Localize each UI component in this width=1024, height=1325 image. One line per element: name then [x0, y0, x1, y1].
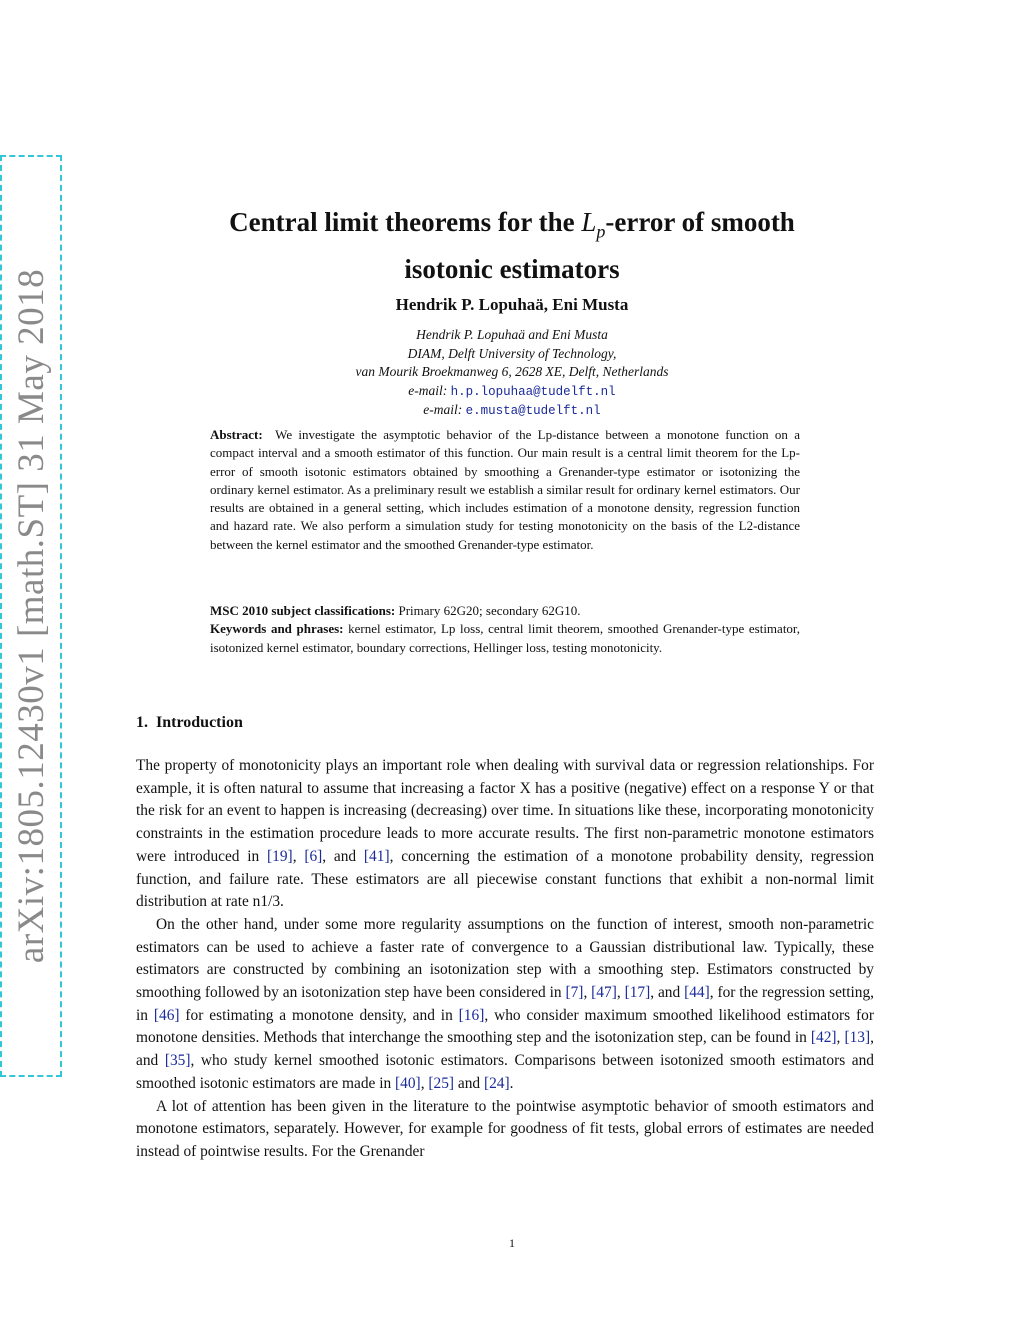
affil-names: Hendrik P. Lopuhaä and Eni Musta [416, 327, 608, 342]
citation-link[interactable]: [13] [844, 1029, 871, 1047]
email-label-2: e-mail: [423, 402, 463, 417]
classifications [210, 602, 800, 657]
citation-link[interactable]: [47] [591, 984, 617, 1002]
citation-link[interactable]: [19] [267, 847, 293, 865]
page-number: 1 [509, 1236, 515, 1250]
arxiv-stamp [0, 155, 62, 1077]
msc-line [210, 602, 800, 620]
affil-dept: DIAM, Delft University of Technology, [407, 345, 617, 361]
authors: Hendrik P. Lopuhaä, Eni Musta [395, 295, 629, 314]
keywords-label: Keywords and phrases: [210, 621, 344, 637]
title-line-2: isotonic estimators [404, 254, 620, 285]
paper-title [0, 203, 1024, 288]
email-label-1: e-mail: [408, 382, 448, 398]
title-line-1 [0, 203, 1024, 250]
section-heading [136, 714, 243, 732]
title-text-b: -error of smooth [605, 207, 795, 237]
citation-link[interactable]: [35] [164, 1052, 191, 1070]
citation-link[interactable]: [6] [304, 847, 323, 865]
arxiv-stamp-text: arXiv:1805.12430v1 [math.ST] 31 May 2018 [10, 268, 52, 964]
abstract-label: Abstract: [210, 427, 263, 442]
citation-link[interactable]: [44] [684, 984, 710, 1002]
citation-link[interactable]: [24] [483, 1074, 510, 1092]
keywords-line [210, 620, 800, 657]
paragraph-1: The property of monotonicity plays an important role when dealing with survival data or regression relationships. For example, it is often natural to assume that increasing a factor X has a positive (negative) effect on a response Y or that the risk for an event to happen is increasing (decreasing) over time. In situations like these, incorporating monotonicity constraints in the estimation procedure leads to more accurate results. The first non-parametric monotone estimators were introduced in [19], [6], and [41], concerning the estimation of a monotone probability density, regression function, and failure rate. These estimators are all piecewise constant functions that exhibit a non-normal limit distribution at rate n1/3. [136, 757, 875, 911]
affil-address: van Mourik Broekmanweg 6, 2628 XE, Delft, Netherlands [355, 364, 669, 379]
abstract [210, 426, 800, 554]
citation-link[interactable]: [41] [363, 847, 390, 865]
citation-link[interactable]: [16] [458, 1006, 485, 1024]
title-text-a: Central limit theorems for the [229, 207, 582, 237]
affil-email-2 [0, 401, 1024, 421]
affiliation [0, 326, 1024, 421]
citation-link[interactable]: [25] [428, 1074, 455, 1092]
citation-link[interactable]: [42] [810, 1029, 837, 1047]
keywords-text: kernel estimator, Lp loss, central limit theorem, smoothed Grenander-type estimator, isotonized kernel estimator, boundary corrections, Hellinger loss, testing monotonicity. [210, 621, 800, 655]
email-link-2[interactable]: e.musta@tudelft.nl [465, 404, 601, 418]
citation-link[interactable]: [7] [565, 984, 584, 1002]
paragraph-3: A lot of attention has been given in the literature to the pointwise asymptotic behavior of smooth estimators and monotone estimators, separately. However, for example for goodness of fit tests, global errors of estimates are needed instead of pointwise results. For the Grenander [136, 1097, 874, 1160]
title-math: L [581, 207, 597, 237]
body-text [136, 755, 874, 1164]
msc-label: MSC 2010 subject classifications: [210, 603, 396, 618]
citation-link[interactable]: [17] [624, 984, 651, 1002]
msc-text: Primary 62G20; secondary 62G10. [398, 603, 581, 618]
title-math-sub: p [596, 221, 606, 242]
affil-email-1 [0, 382, 1024, 402]
section-number: 1. [136, 714, 148, 731]
section-title: Introduction [156, 714, 243, 731]
citation-link[interactable]: [46] [153, 1006, 180, 1024]
citation-link[interactable]: [40] [395, 1074, 421, 1092]
paragraph-2: On the other hand, under some more regularity assumptions on the function of interest, smooth non-parametric estimators can be used to achieve a faster rate of convergence to a Gaussian distributional law. Typically, these estimators are constructed by combining an isotonization step with a smoothing step. Estimators constructed by smoothing followed by an isotonization step have been considered in [7], [47], [17], and [44], for the regression setting, in [46] for estimating a monotone density, and in [16], who consider maximum smoothed likelihood estimators for monotone densities. Methods that interchange the smoothing step and the isotonization step, can be found in [42], [13], and [35], who study kernel smoothed isotonic estimators. Comparisons between isotonized smooth estimators and smoothed isotonic estimators are made in [40], [25] and [24]. [136, 915, 875, 1092]
abstract-text: We investigate the asymptotic behavior of the Lp-distance between a monotone function on a compact interval and a smooth estimator of this function. Our main result is a central limit theorem for the Lp-error of smooth isotonic estimators obtained by smoothing a Grenander-type estimator or isotonizing the ordinary kernel estimator. As a preliminary result we establish a similar result for ordinary kernel estimators. Our results are obtained in a general setting, which includes estimation of a monotone density, regression function and hazard rate. We also perform a simulation study for testing monotonicity on the basis of the L2-distance between the kernel estimator and the smoothed Grenander-type estimator. [210, 427, 800, 552]
email-link-1[interactable]: h.p.lopuhaa@tudelft.nl [450, 384, 616, 399]
